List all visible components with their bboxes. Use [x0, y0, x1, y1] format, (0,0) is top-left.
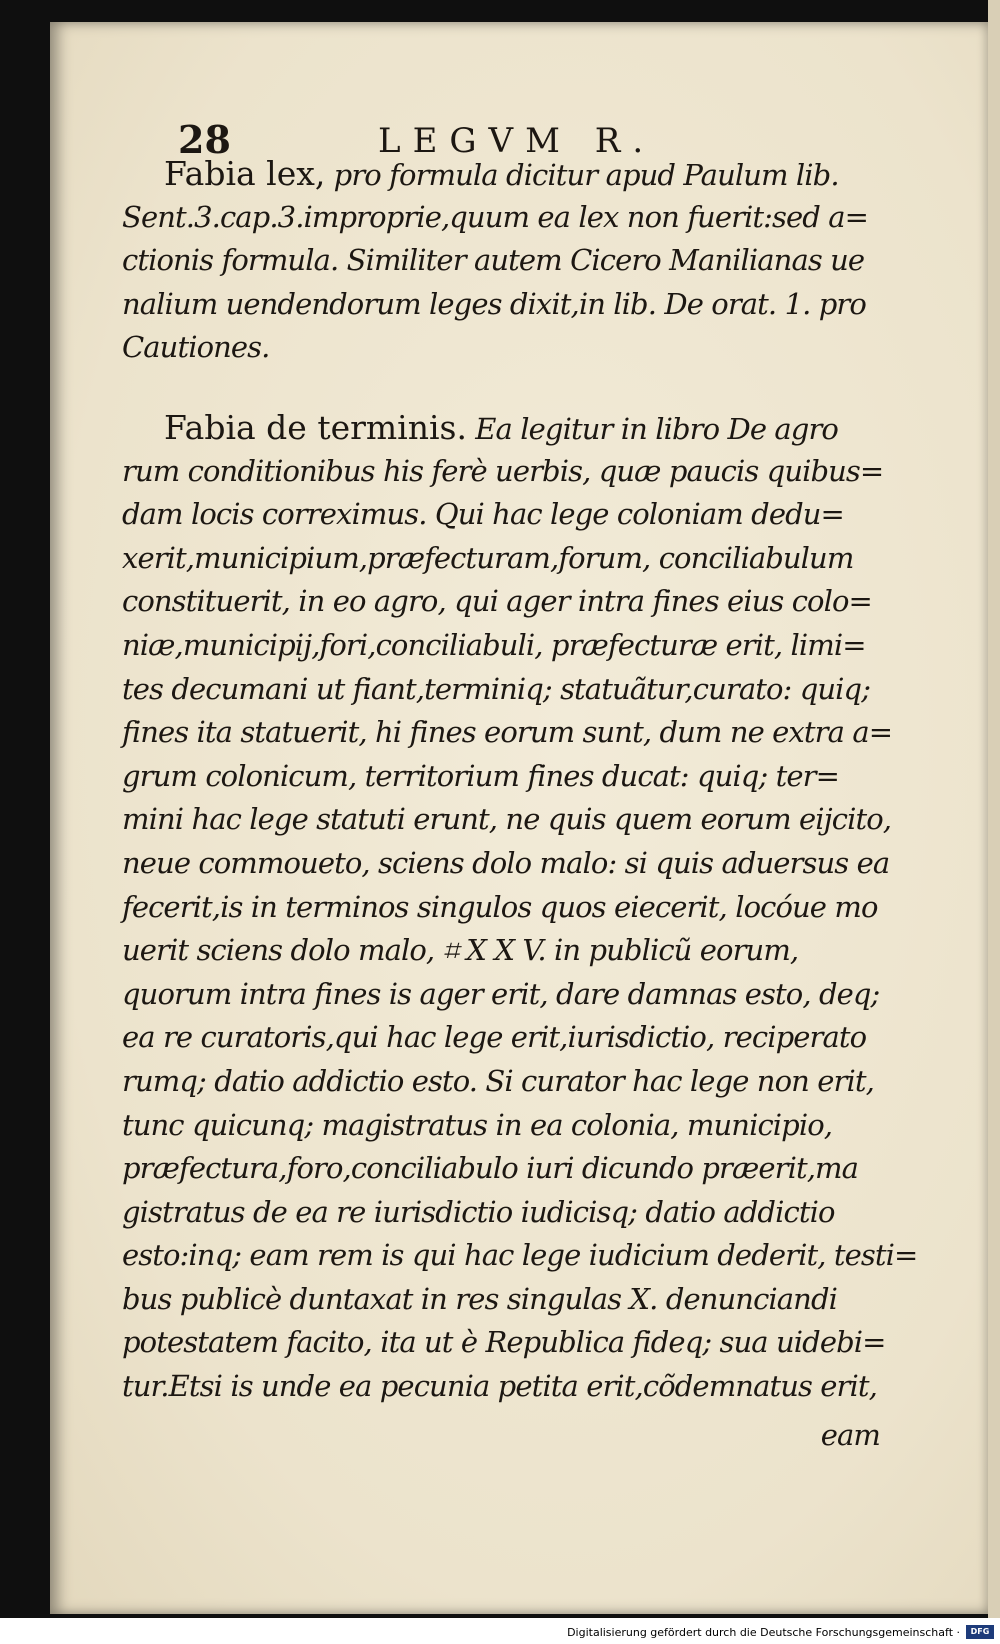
text-line — [122, 326, 882, 370]
catchword: eam — [820, 1418, 880, 1452]
line-text: gistratus de ea re iurisdictio iudicisq; datio addictio — [122, 1194, 835, 1229]
text-line — [122, 1016, 882, 1060]
line-text: nalium uendendorum leges dixit,in lib. De orat. 1. pro — [122, 286, 866, 321]
text-line — [122, 450, 882, 494]
text-line — [122, 580, 882, 624]
text-line — [122, 152, 882, 196]
line-text: constituerit, in eo agro, qui ager intra fines eius colo= — [122, 584, 872, 619]
text-line — [122, 886, 882, 930]
dfg-logo-icon: DFG — [966, 1625, 994, 1639]
text-line — [122, 1191, 882, 1235]
digitization-credit: Digitalisierung gefördert durch die Deutsche Forschungsgemeinschaft · — [567, 1626, 960, 1639]
catchword-block — [122, 1414, 882, 1458]
text-line — [122, 1365, 882, 1409]
text-line — [122, 1104, 882, 1148]
text-line — [122, 711, 893, 755]
text-line — [122, 283, 882, 327]
paragraph-fabia-lex — [122, 152, 882, 370]
text-line — [122, 1278, 882, 1322]
line-text: ctionis formula. Similiter autem Cicero Manilianas ue — [122, 243, 865, 278]
line-text: xerit,municipium,præfecturam,forum, conciliabulum — [122, 540, 854, 575]
text-line — [122, 929, 882, 973]
text-line — [122, 1234, 918, 1278]
line-text: niæ,municipij,fori,conciliabuli, præfecturæ erit, limi= — [122, 627, 866, 662]
text-line — [122, 537, 882, 581]
text-line — [122, 1147, 882, 1191]
text-line — [122, 196, 882, 240]
line-text: bus publicè duntaxat in res singulas X. denunciandi — [122, 1281, 837, 1316]
line-text: præfectura,foro,conciliabulo iuri dicundo præerit,ma — [122, 1151, 859, 1186]
line-text: Cautiones. — [122, 330, 270, 365]
text-line — [122, 842, 890, 886]
footer-bar — [0, 1618, 1000, 1644]
line-text: fecerit,is in terminos singulos quos eiecerit, locóue mo — [122, 889, 878, 924]
text-line — [122, 755, 882, 799]
line-text: ea re curatoris,qui hac lege erit,iurisdictio, reciperato — [122, 1020, 867, 1055]
line-text: Ea legitur in libro De agro — [466, 412, 838, 446]
line-text: dam locis correximus. Qui hac lege coloniam dedu= — [122, 497, 844, 532]
line-text: fines ita statuerit, hi fines eorum sunt, dum ne extra a= — [122, 715, 893, 750]
text-line — [122, 973, 882, 1017]
line-text: neue commoueto, sciens dolo malo: si quis aduersus ea — [122, 845, 890, 880]
line-text: rumq; datio addictio esto. Si curator hac lege non erit, — [122, 1063, 874, 1098]
line-text: rum conditionibus his ferè uerbis, quæ paucis quibus= — [122, 453, 884, 488]
text-line — [122, 1060, 882, 1104]
text-line — [122, 1321, 886, 1365]
entry-heading: Fabia lex, — [164, 154, 326, 193]
line-text: esto:inq; eam rem is qui hac lege iudicium dederit, testi= — [122, 1238, 918, 1273]
entry-heading: Fabia de terminis. — [164, 408, 467, 447]
paragraph-fabia-de-terminis — [122, 406, 918, 1409]
line-text: mini hac lege statuti erunt, ne quis quem eorum eijcito, — [122, 802, 892, 837]
line-text: Sent.3.cap.3.improprie,quum ea lex non fuerit:sed a= — [122, 199, 869, 234]
text-line — [122, 668, 882, 712]
text-line — [122, 239, 882, 283]
running-head: LEGVM R. — [378, 121, 656, 161]
line-text: grum colonicum, territorium fines ducat: quiq; ter= — [122, 758, 840, 793]
text-line — [122, 406, 882, 450]
text-line — [122, 493, 882, 537]
line-text: tunc quicunq; magistratus in ea colonia, municipio, — [122, 1107, 833, 1142]
line-text: tur.Etsi is unde ea pecunia petita erit,cõdemnatus erit, — [122, 1369, 877, 1404]
line-text: uerit sciens dolo malo, ⌗ X X V. in publicũ eorum, — [122, 933, 799, 968]
page-number: 28 — [178, 117, 231, 162]
line-text: potestatem facito, ita ut è Republica fideq; sua uidebi= — [122, 1325, 886, 1360]
line-text: tes decumani ut fiant,terminiq; statuãtur,curato: quiq; — [122, 671, 871, 706]
line-text: pro formula dicitur apud Paulum lib. — [325, 158, 839, 192]
next-page-edge — [988, 0, 1000, 1644]
text-line — [122, 798, 892, 842]
line-text: quorum intra fines is ager erit, dare damnas esto, deq; — [122, 976, 880, 1011]
text-line — [122, 624, 882, 668]
